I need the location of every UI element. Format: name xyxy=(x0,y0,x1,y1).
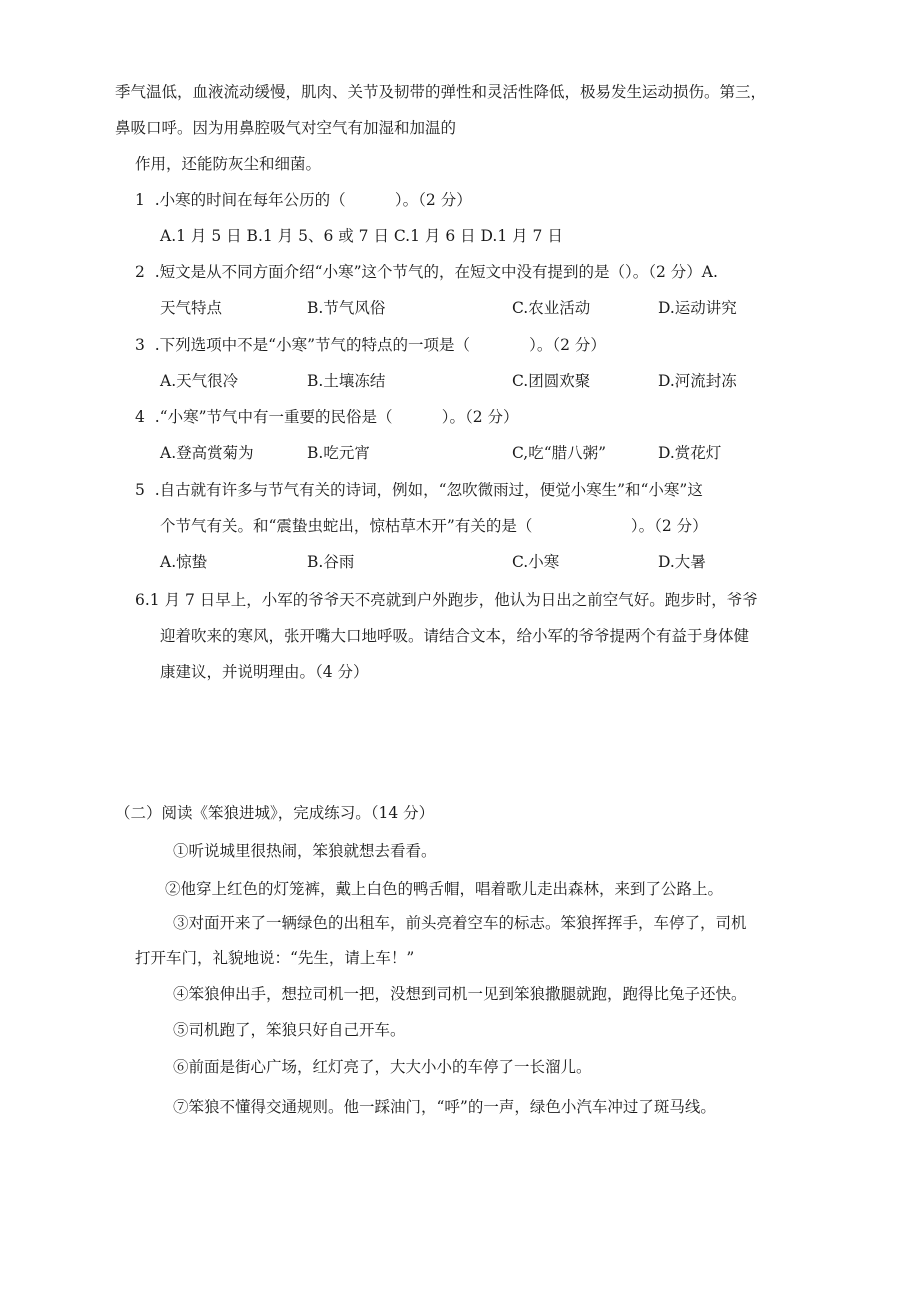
passage-paragraph-1: ①听说城里很热闹，笨狼就想去看看。 xyxy=(173,842,437,860)
question-4-option-a: A.登高赏菊为 xyxy=(160,444,254,462)
passage-paragraph-3-line-2: 打开车门，礼貌地说：“先生，请上车！” xyxy=(135,949,415,967)
question-3-option-b: B.土壤冻结 xyxy=(307,372,386,390)
question-3-stem: 3 .下列选项中不是“小寒”节气的特点的一项是（ ）。（2 分） xyxy=(135,336,606,354)
question-4-option-c: C,吃“腊八粥” xyxy=(512,444,607,462)
intro-line-2: 鼻吸口呼。因为用鼻腔吸气对空气有加湿和加温的 xyxy=(115,119,457,137)
question-2-stem: 2 .短文是从不同方面介绍“小寒”这个节气的，在短文中没有提到的是（）。（2 分）A. xyxy=(135,263,718,281)
question-5-option-c: C.小寒 xyxy=(512,553,560,571)
section-2-heading: （二）阅读《笨狼进城》，完成练习。（14 分） xyxy=(115,804,435,822)
question-2-option-b: B.节气风俗 xyxy=(307,299,386,317)
question-1-stem: 1 .小寒的时间在每年公历的（ ）。（2 分） xyxy=(135,191,472,209)
passage-paragraph-6: ⑥前面是街心广场，红灯亮了，大大小小的车停了一长溜儿。 xyxy=(173,1058,592,1076)
question-3-option-d: D.河流封冻 xyxy=(658,372,737,390)
question-2-option-c: C.农业活动 xyxy=(512,299,591,317)
question-5-option-d: D.大暑 xyxy=(658,553,706,571)
question-5-option-b: B.谷雨 xyxy=(307,553,355,571)
passage-paragraph-3-line-1: ③对面开来了一辆绿色的出租车，前头亮着空车的标志。笨狼挥挥手，车停了，司机 xyxy=(173,914,747,932)
question-4-option-b: B.吃元宵 xyxy=(307,444,370,462)
question-1-options: A.1 月 5 日 B.1 月 5、6 或 7 日 C.1 月 6 日 D.1 月 7 日 xyxy=(160,227,563,245)
passage-paragraph-2: ②他穿上红色的灯笼裤，戴上白色的鸭舌帽，唱着歌儿走出森林，来到了公路上。 xyxy=(165,880,724,898)
question-5-stem-line-1: 5 .自古就有许多与节气有关的诗词，例如，“忽吹微雨过，便觉小寒生”和“小寒”这 xyxy=(135,481,703,499)
passage-paragraph-7: ⑦笨狼不懂得交通规则。他一踩油门，“呼”的一声，绿色小汽车冲过了斑马线。 xyxy=(173,1098,716,1116)
question-5-stem-line-2: 个节气有关。和“震蛰虫蛇出，惊枯草木开”有关的是（ ）。（2 分） xyxy=(160,517,708,535)
question-6-line-2: 迎着吹来的寒风，张开嘴大口地呼吸。请结合文本，给小军的爷爷提两个有益于身体健 xyxy=(160,627,750,645)
intro-line-3: 作用，还能防灰尘和细菌。 xyxy=(135,155,322,173)
question-4-stem: 4 .“小寒”节气中有一重要的民俗是（ ）。（2 分） xyxy=(135,408,519,426)
question-2-option-d: D.运动讲究 xyxy=(658,299,737,317)
question-6-line-1: 6.1 月 7 日早上，小军的爷爷天不亮就到户外跑步，他认为日出之前空气好。跑步时，爷爷 xyxy=(135,591,758,609)
question-6-line-3: 康建议，并说明理由。（4 分） xyxy=(160,663,369,681)
passage-paragraph-5: ⑤司机跑了，笨狼只好自己开车。 xyxy=(173,1021,406,1039)
question-5-option-a: A.惊蛰 xyxy=(160,553,208,571)
question-2-option-a: 天气特点 xyxy=(160,299,223,317)
question-4-option-d: D.赏花灯 xyxy=(658,444,722,462)
intro-line-1: 季气温低，血液流动缓慢，肌肉、关节及韧带的弹性和灵活性降低，极易发生运动损伤。第三， xyxy=(115,83,767,101)
question-3-option-a: A.天气很冷 xyxy=(160,372,239,390)
passage-paragraph-4: ④笨狼伸出手，想拉司机一把，没想到司机一见到笨狼撒腿就跑，跑得比兔子还快。 xyxy=(173,985,747,1003)
question-3-option-c: C.团圆欢聚 xyxy=(512,372,591,390)
